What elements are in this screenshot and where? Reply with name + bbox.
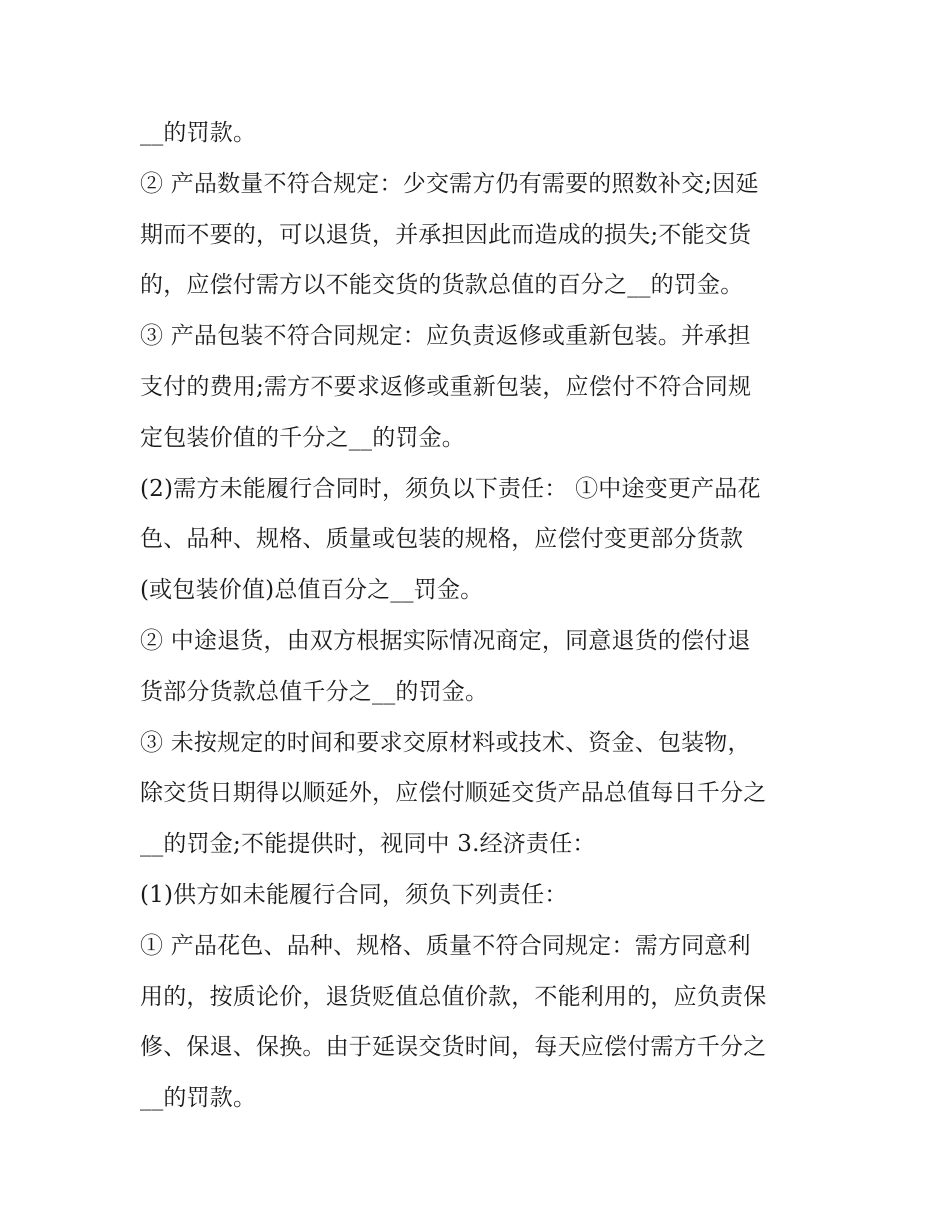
text-line: 用的，按质论价，退货贬值总值价款，不能利用的，应负责保 [140, 983, 767, 1010]
text-line: 期而不要的，可以退货，并承担因此而造成的损失;不能交货 [140, 221, 752, 248]
text-line: ③ 未按规定的时间和要求交原材料或技术、资金、包装物， [140, 729, 751, 756]
text-line: (1)供方如未能履行合同，须负下列责任： [140, 881, 568, 908]
text-line: 的，应偿付需方以不能交货的货款总值的百分之__的罚金。 [140, 272, 744, 299]
text-line: 修、保退、保换。由于延误交货时间，每天应偿付需方千分之 [140, 1034, 767, 1061]
text-line: ③ 产品包装不符合同规定：应负责返修或重新包装。并承担 [140, 323, 751, 350]
text-line: __的罚金;不能提供时，视同中 3.经济责任： [140, 831, 596, 858]
text-line: __的罚款。 [140, 1085, 257, 1112]
text-line: (2)需方未能履行合同时，须负以下责任： ①中途变更产品花 [140, 475, 761, 502]
text-line: ① 产品花色、品种、规格、质量不符合同规定：需方同意利 [140, 932, 751, 959]
document-body [140, 108, 820, 1124]
text-line: 色、品种、规格、质量或包装的规格，应偿付变更部分货款 [140, 526, 744, 553]
text-line: 支付的费用;需方不要求返修或重新包装，应偿付不符合同规 [140, 373, 752, 400]
text-line: 定包装价值的千分之__的罚金。 [140, 424, 465, 451]
text-line: ② 产品数量不符合规定：少交需方仍有需要的照数补交;因延 [140, 170, 759, 197]
text-line: ② 中途退货，由双方根据实际情况商定，同意退货的偿付退 [140, 627, 751, 654]
text-line: __的罚款。 [140, 120, 257, 146]
text-line: (或包装价值)总值百分之__罚金。 [140, 577, 484, 604]
text-line: 货部分货款总值千分之__的罚金。 [140, 678, 489, 705]
text-line: 除交货日期得以顺延外，应偿付顺延交货产品总值每日千分之 [140, 780, 767, 807]
